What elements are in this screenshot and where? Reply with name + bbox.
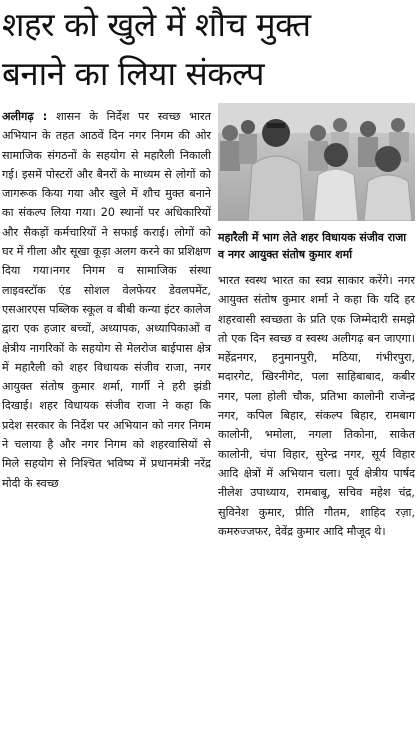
news-photo [218,103,415,221]
article-right-column [218,271,415,541]
headline-line-2: बनाने का लिया संकल्प [2,54,265,93]
article-body-left: शासन के निर्देश पर स्वच्छ भारत अभियान के तहत आठवें दिन नगर निगम की ओर सामाजिक संगठनों के सहयोग से महारैली निकाली गई। इसमें पोस्टरों और बैनरों के माध्यम से लोगों को जागरूक किया गया और खुले में शौच मुक्त बनाने का संकल्प लिया गया। 20 स्थानों पर अधिकारियों और सैकड़ों कर्मचारियों ने सफाई कराई। लोगों को घर में गीला और सूखा कूड़ा अलग करने का प्रशिक्षण दिया गया।नगर निगम व सामाजिक संस्था लाइवस्टॉक एंड सोशल वेलफेयर डेवलपमेंट, एसआरएस पब्लिक स्कूल व बीबी कन्या इंटर कालेज द्वारा एक हजार बच्चों, अध्यापक, अध्यापिकाओं व क्षेत्रीय नागरिकों के सहयोग से मेलरोज बाईपास क्षेत्र में महारैली को शहर विधायक संजीव राजा, नगर आयुक्त संतोष कुमार शर्मा, गार्गी ने हरी झंडी दिखाई। शहर विधायक संजीव राजा ने कहा कि प्रदेश सरकार के निर्देश पर अभियान को नगर निगम ने चलाया है और नगर निगम को शहरवासियों से मिले सहयोग से निश्चित भविष्य में प्रधानमंत्री नरेंद्र मोदी के स्वच्छ [2,110,212,490]
headline-line-1: शहर को खुले में शौच मुक्त [2,5,311,44]
article-body-right: भारत स्वस्थ भारत का स्वप्न साकार करेंगे। नगर आयुक्त संतोष कुमार शर्मा ने कहा कि यदि हर शहरवासी स्वच्छता के प्रति एक जिम्मेदारी समझे तो एक दिन स्वच्छ व स्वस्थ अलीगढ़ बन जाएगा। महेंद्रनगर, हनुमानपुरी, मठिया, गंभीरपुरा, मदारगेट, खिरनीगेट, पला साहिबाबाद, कबीर नगर, पला होली चौक, प्रतिभा कालोनी राजेन्द्र नगर, कपिल बिहार, संकल्प बिहार, रामबाग कालोनी, भमोला, नगला तिकोना, साकेत कालोनी, चंपा विहार, सुरेन्द्र नगर, सूर्य विहार आदि क्षेत्रों में अभियान चला। पूर्व क्षेत्रीय पार्षद नीलेश उपाध्याय, रामबाबू, सचिव महेश चंद्र, सुविनेश कुमार, प्रीति गौतम, शाहिद रज़ा, कमरुज्जफर, देवेंद्र कुमार आदि मौजूद थे। [218,274,415,538]
photo-caption: महारैली में भाग लेते शहर विधायक संजीव राजा व नगर आयुक्त संतोष कुमार शर्मा [218,231,407,261]
headline [2,0,415,98]
article-left-column [2,107,211,493]
dateline: अलीगढ़ : [2,110,48,123]
crowd-photo-illustration [218,103,415,221]
